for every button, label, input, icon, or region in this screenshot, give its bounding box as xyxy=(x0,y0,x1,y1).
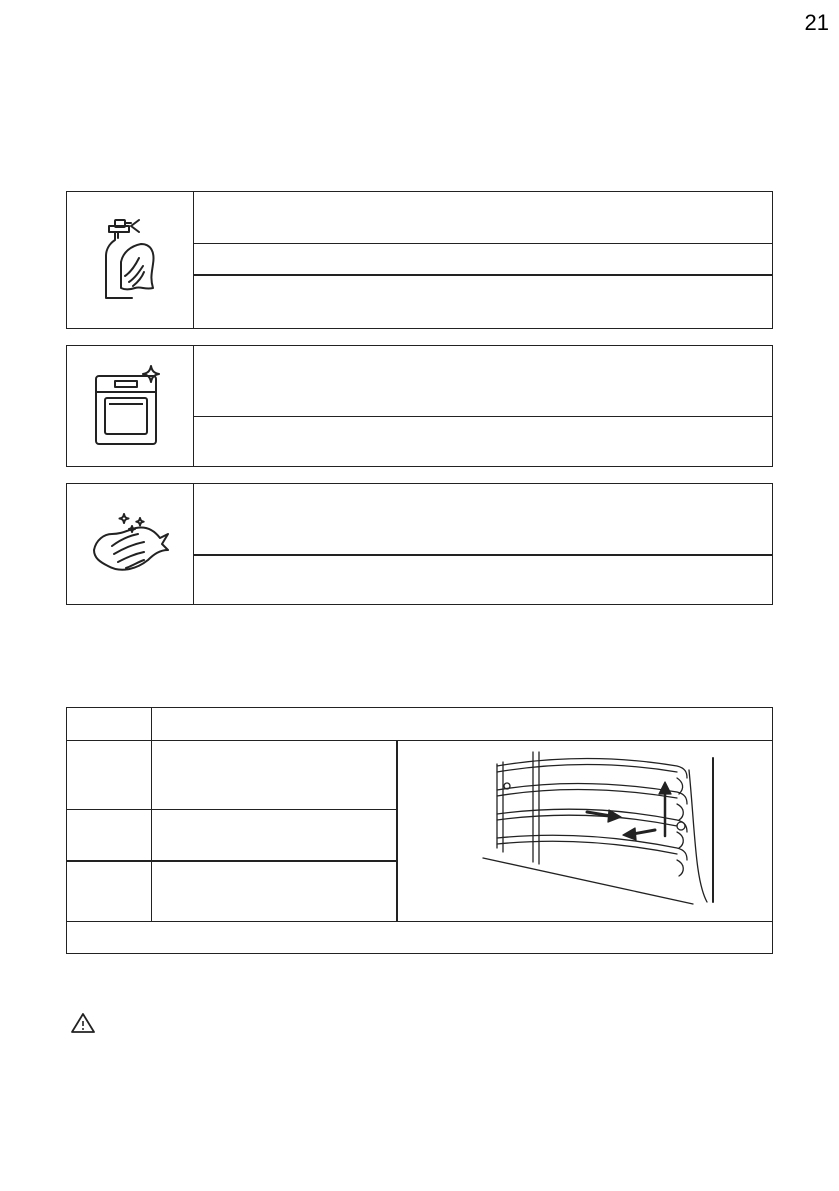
table-divider xyxy=(151,708,152,921)
warning-triangle-icon xyxy=(70,1012,96,1034)
care-row xyxy=(194,346,772,416)
icon-cell xyxy=(67,484,194,604)
care-row xyxy=(194,274,772,328)
care-row xyxy=(194,416,772,466)
shelf-support-removal-illustration xyxy=(397,740,772,921)
icon-cell xyxy=(67,346,194,466)
table-divider xyxy=(67,921,772,922)
care-box-hand-wipe xyxy=(66,483,773,605)
care-row xyxy=(194,554,772,604)
page-number: 21 xyxy=(804,10,829,35)
icon-cell xyxy=(67,192,194,328)
spray-cloth-icon xyxy=(95,218,165,302)
table-divider xyxy=(67,809,397,810)
hand-wipe-icon xyxy=(88,510,172,578)
table-divider xyxy=(67,860,397,862)
care-box-cleaning-agents xyxy=(66,191,773,329)
care-row xyxy=(194,192,772,243)
care-row xyxy=(194,484,772,554)
care-box-oven-cleaning xyxy=(66,345,773,467)
clean-oven-icon xyxy=(93,364,167,448)
care-row xyxy=(194,243,772,274)
